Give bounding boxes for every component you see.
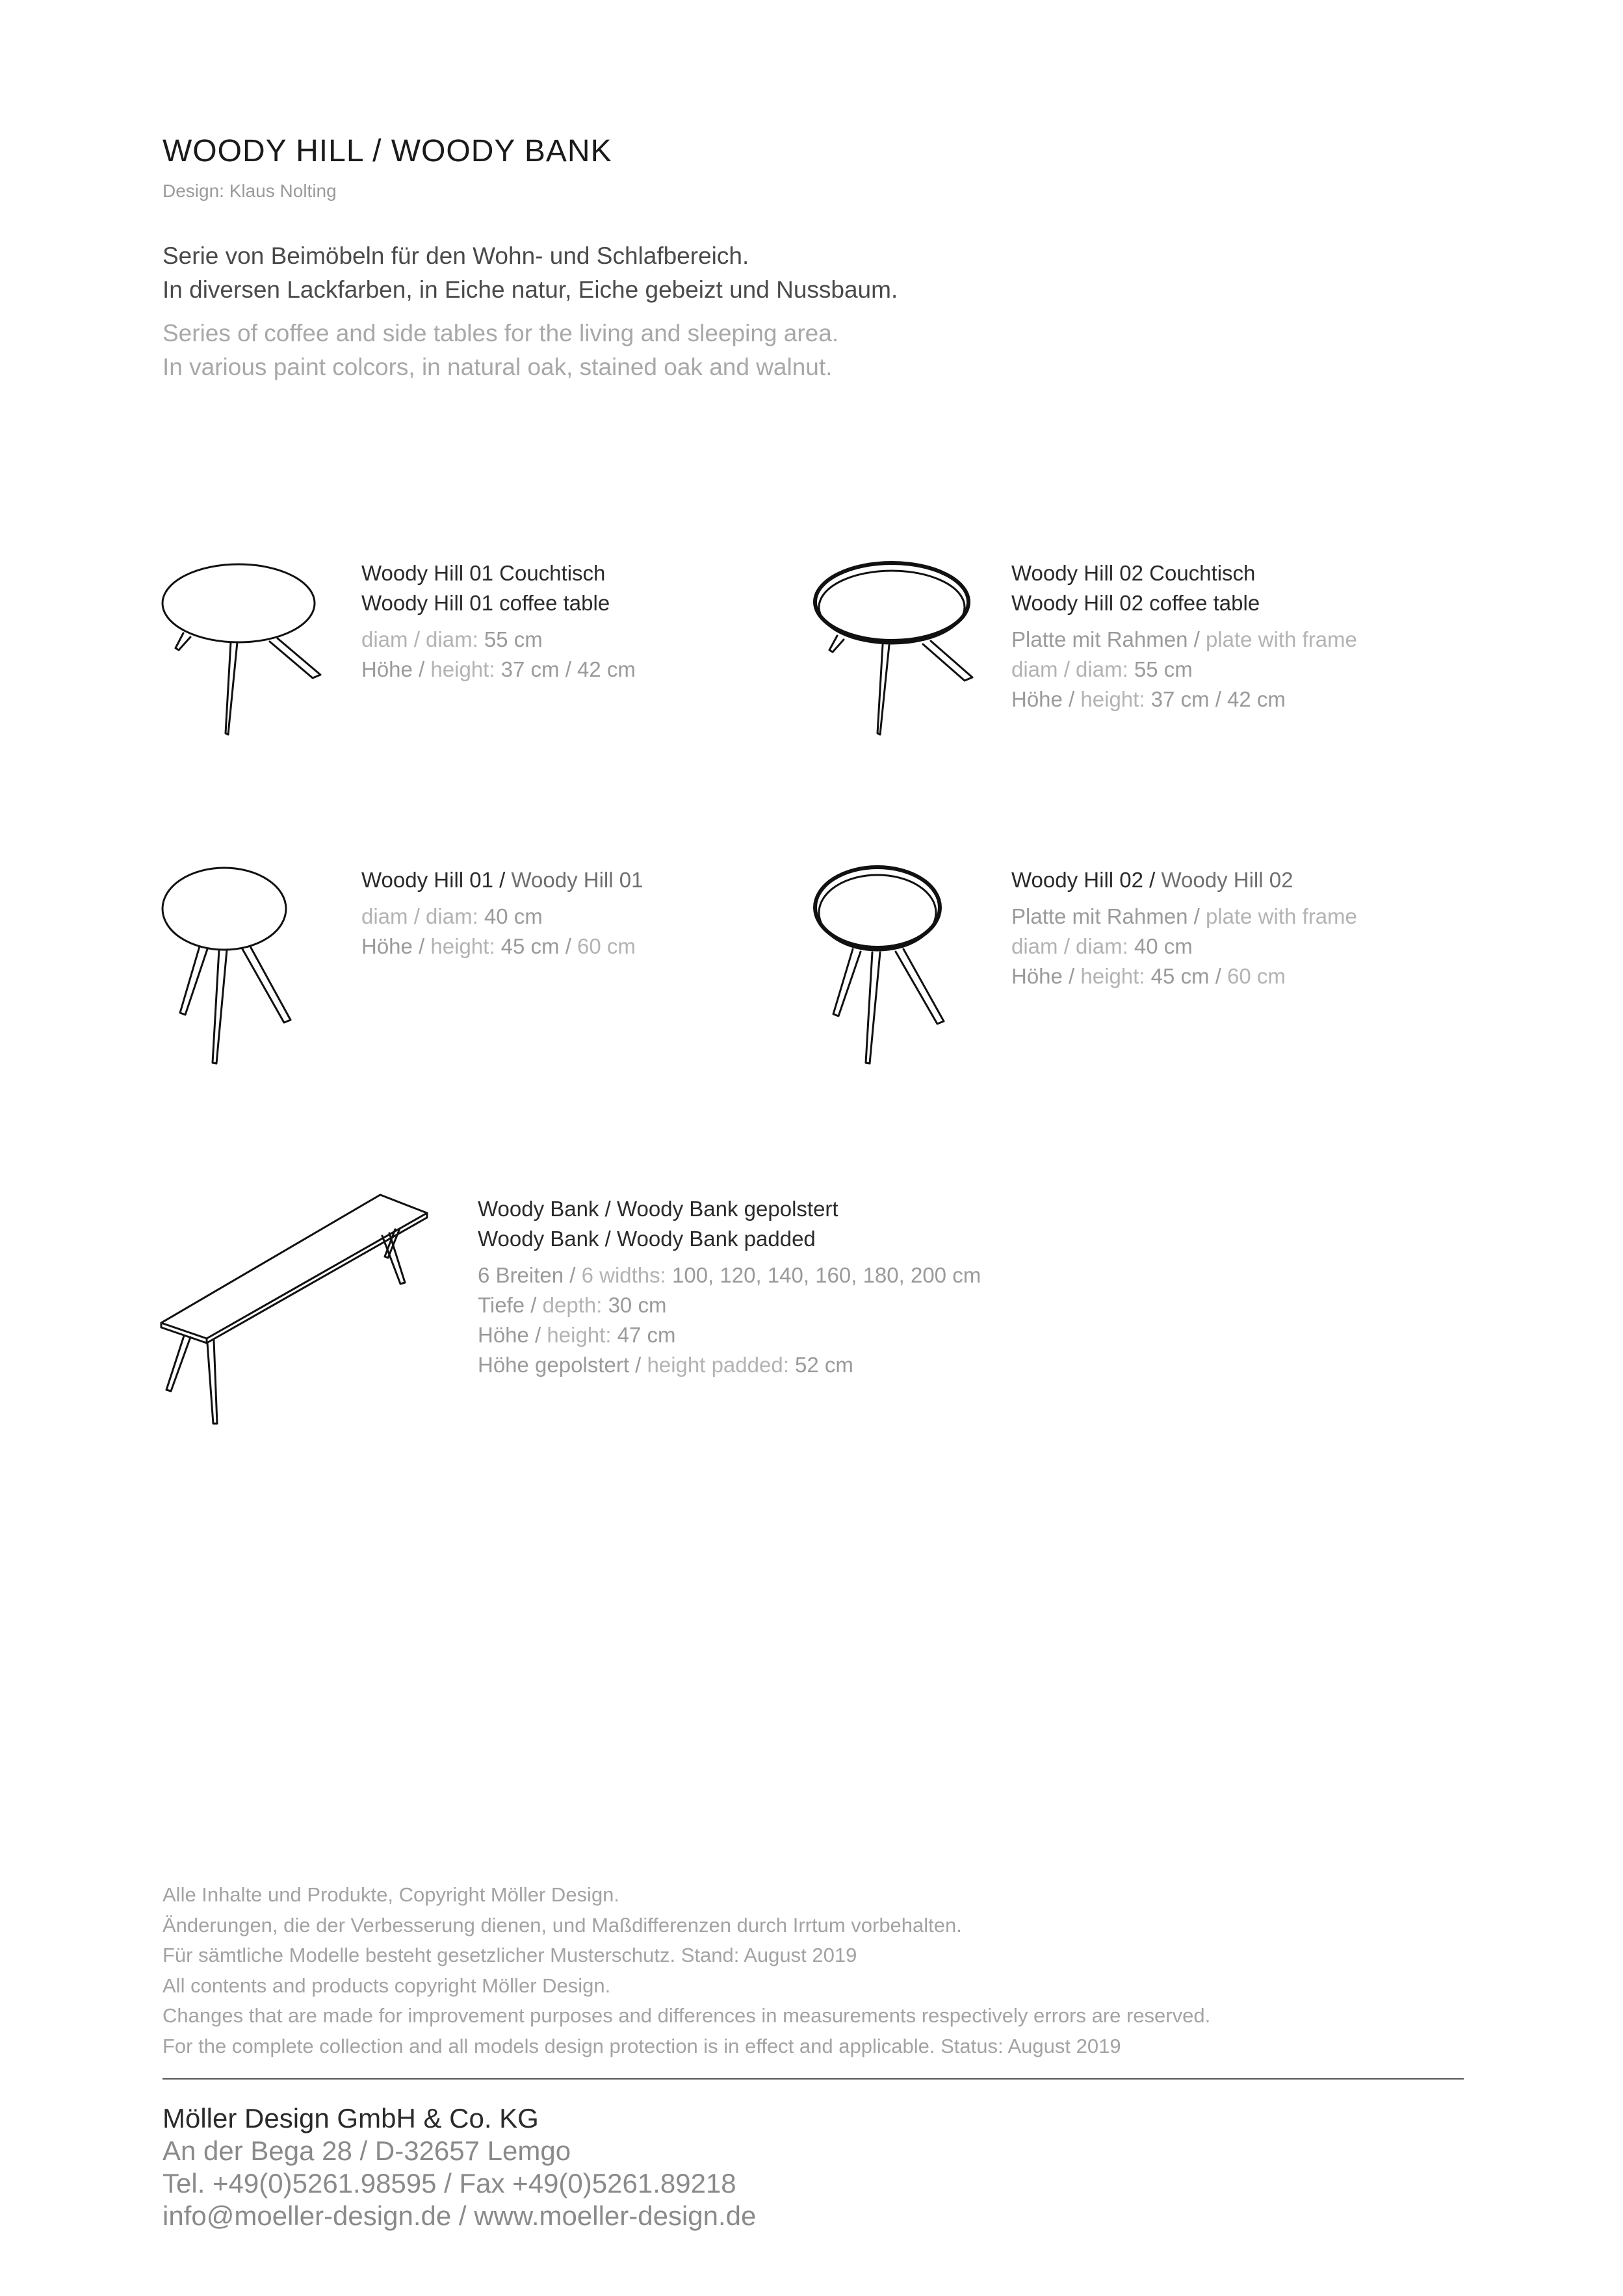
footer-divider (162, 2078, 1464, 2080)
diam-label-en: diam: (1076, 657, 1134, 681)
height-label-en: height: (430, 657, 501, 681)
depth-label-en: depth: (542, 1293, 608, 1317)
product-name-de: Woody Hill 01 / (361, 868, 512, 892)
woody-hill-02-coffee-info (1011, 558, 1357, 714)
plate-spec (1011, 902, 1357, 932)
woody-hill-01-side-table-drawing (159, 865, 296, 1066)
legal-line-4: All contents and products copyright Möller Design. (162, 1974, 611, 1997)
design-credit: Design: Klaus Nolting (162, 181, 337, 201)
height-value-a: 45 cm / (500, 934, 578, 958)
woody-hill-01-side-info (361, 865, 643, 961)
page-title: WOODY HILL / WOODY BANK (162, 134, 612, 168)
intro-en-line-2: In various paint colcors, in natural oak, stained oak and walnut. (162, 354, 833, 380)
product-name-de: Woody Hill 02 / (1011, 868, 1162, 892)
height-value: 37 cm / 42 cm (500, 657, 636, 681)
legal-line-5: Changes that are made for improvement purposes and differences in measurements respectively errors are reserved. (162, 2004, 1211, 2027)
woody-hill-02-side-table-drawing (812, 865, 949, 1066)
diameter-spec (361, 625, 636, 655)
intro-english (162, 317, 838, 384)
legal-notice (162, 1880, 1210, 2061)
depth-label-de: Tiefe / (478, 1293, 543, 1317)
plate-label-en: plate with frame (1205, 904, 1357, 928)
diameter-spec (1011, 932, 1357, 961)
product-name (361, 865, 643, 895)
widths-spec (478, 1260, 981, 1290)
product-name-de: Woody Bank / Woody Bank gepolstert (478, 1197, 838, 1221)
diam-label-de: diam / (361, 627, 426, 651)
woody-hill-01-coffee-info (361, 558, 636, 685)
company-address: An der Bega 28 / D-32657 Lemgo (162, 2135, 571, 2166)
depth-spec (478, 1290, 981, 1320)
legal-line-1: Alle Inhalte und Produkte, Copyright Möller Design. (162, 1883, 620, 1906)
product-name-de: Woody Hill 02 Couchtisch (1011, 561, 1256, 585)
height-value: 47 cm (617, 1323, 676, 1347)
height-spec (1011, 685, 1357, 714)
plate-label-en: plate with frame (1205, 627, 1357, 651)
height-spec (478, 1320, 981, 1350)
height-label-en: height: (547, 1323, 617, 1347)
height-label-de: Höhe / (361, 657, 431, 681)
padded-height-spec (478, 1350, 981, 1380)
company-name: Möller Design GmbH & Co. KG (162, 2103, 539, 2133)
company-contact (162, 2102, 756, 2232)
widths-value: 100, 120, 140, 160, 180, 200 cm (672, 1263, 981, 1287)
legal-line-3: Für sämtliche Modelle besteht gesetzlicher Musterschutz. Stand: August 2019 (162, 1944, 857, 1966)
padded-value: 52 cm (795, 1353, 853, 1377)
product-name-en: Woody Hill 01 (511, 868, 643, 892)
height-spec (361, 655, 636, 685)
diam-value: 40 cm (484, 904, 543, 928)
product-name (1011, 865, 1357, 895)
height-label-en: height: (1080, 687, 1151, 711)
legal-line-2: Änderungen, die der Verbesserung dienen, und Maßdifferenzen durch Irrtum vorbehalten. (162, 1913, 962, 1937)
intro-en-line-1: Series of coffee and side tables for the living and sleeping area. (162, 320, 839, 346)
diameter-spec (1011, 655, 1357, 685)
height-spec (1011, 961, 1357, 991)
diam-label-en: diam: (1076, 934, 1134, 958)
company-web: info@moeller-design.de / www.moeller-design.de (162, 2200, 757, 2231)
height-value-b: 60 cm (577, 934, 636, 958)
diam-label-en: diam: (426, 627, 484, 651)
diam-label-en: diam: (426, 904, 484, 928)
height-label-de: Höhe / (1011, 687, 1081, 711)
plate-spec (1011, 625, 1357, 655)
woody-hill-02-side-info (1011, 865, 1357, 991)
woody-bank-info (478, 1194, 981, 1380)
padded-label-de: Höhe gepolstert / (478, 1353, 647, 1377)
woody-hill-01-coffee-table-drawing (159, 559, 322, 735)
height-label-en: height: (430, 934, 501, 958)
height-label-en: height: (1080, 964, 1151, 988)
height-label-de: Höhe / (1011, 964, 1081, 988)
woody-hill-02-coffee-table-drawing (812, 559, 975, 735)
height-value-a: 45 cm / (1150, 964, 1228, 988)
widths-label-de: 6 Breiten / (478, 1263, 582, 1287)
intro-german (162, 239, 898, 307)
height-label-de: Höhe / (478, 1323, 547, 1347)
height-spec (361, 932, 643, 961)
product-name-de: Woody Hill 01 Couchtisch (361, 561, 606, 585)
diam-label-de: diam / (1011, 934, 1076, 958)
product-name-en: Woody Bank / Woody Bank padded (478, 1227, 816, 1251)
depth-value: 30 cm (608, 1293, 667, 1317)
diam-label-de: diam / (1011, 657, 1076, 681)
plate-label-de: Platte mit Rahmen / (1011, 627, 1206, 651)
diameter-spec (361, 902, 643, 932)
company-phone: Tel. +49(0)5261.98595 / Fax +49(0)5261.89218 (162, 2168, 736, 2198)
plate-label-de: Platte mit Rahmen / (1011, 904, 1206, 928)
widths-label-en: 6 widths: (581, 1263, 672, 1287)
intro-de-line-2: In diversen Lackfarben, in Eiche natur, Eiche gebeizt und Nussbaum. (162, 276, 898, 303)
product-name-en: Woody Hill 01 coffee table (361, 591, 610, 615)
height-value: 37 cm / 42 cm (1150, 687, 1286, 711)
diam-value: 55 cm (1134, 657, 1193, 681)
product-name-en: Woody Hill 02 coffee table (1011, 591, 1260, 615)
legal-line-6: For the complete collection and all models design protection is in effect and applicable. Status: August 2019 (162, 2034, 1121, 2057)
woody-bank-drawing (159, 1193, 432, 1427)
diam-label-de: diam / (361, 904, 426, 928)
diam-value: 55 cm (484, 627, 543, 651)
padded-label-en: height padded: (647, 1353, 796, 1377)
height-label-de: Höhe / (361, 934, 431, 958)
diam-value: 40 cm (1134, 934, 1193, 958)
intro-de-line-1: Serie von Beimöbeln für den Wohn- und Schlafbereich. (162, 242, 749, 269)
product-name-en: Woody Hill 02 (1161, 868, 1293, 892)
height-value-b: 60 cm (1227, 964, 1286, 988)
